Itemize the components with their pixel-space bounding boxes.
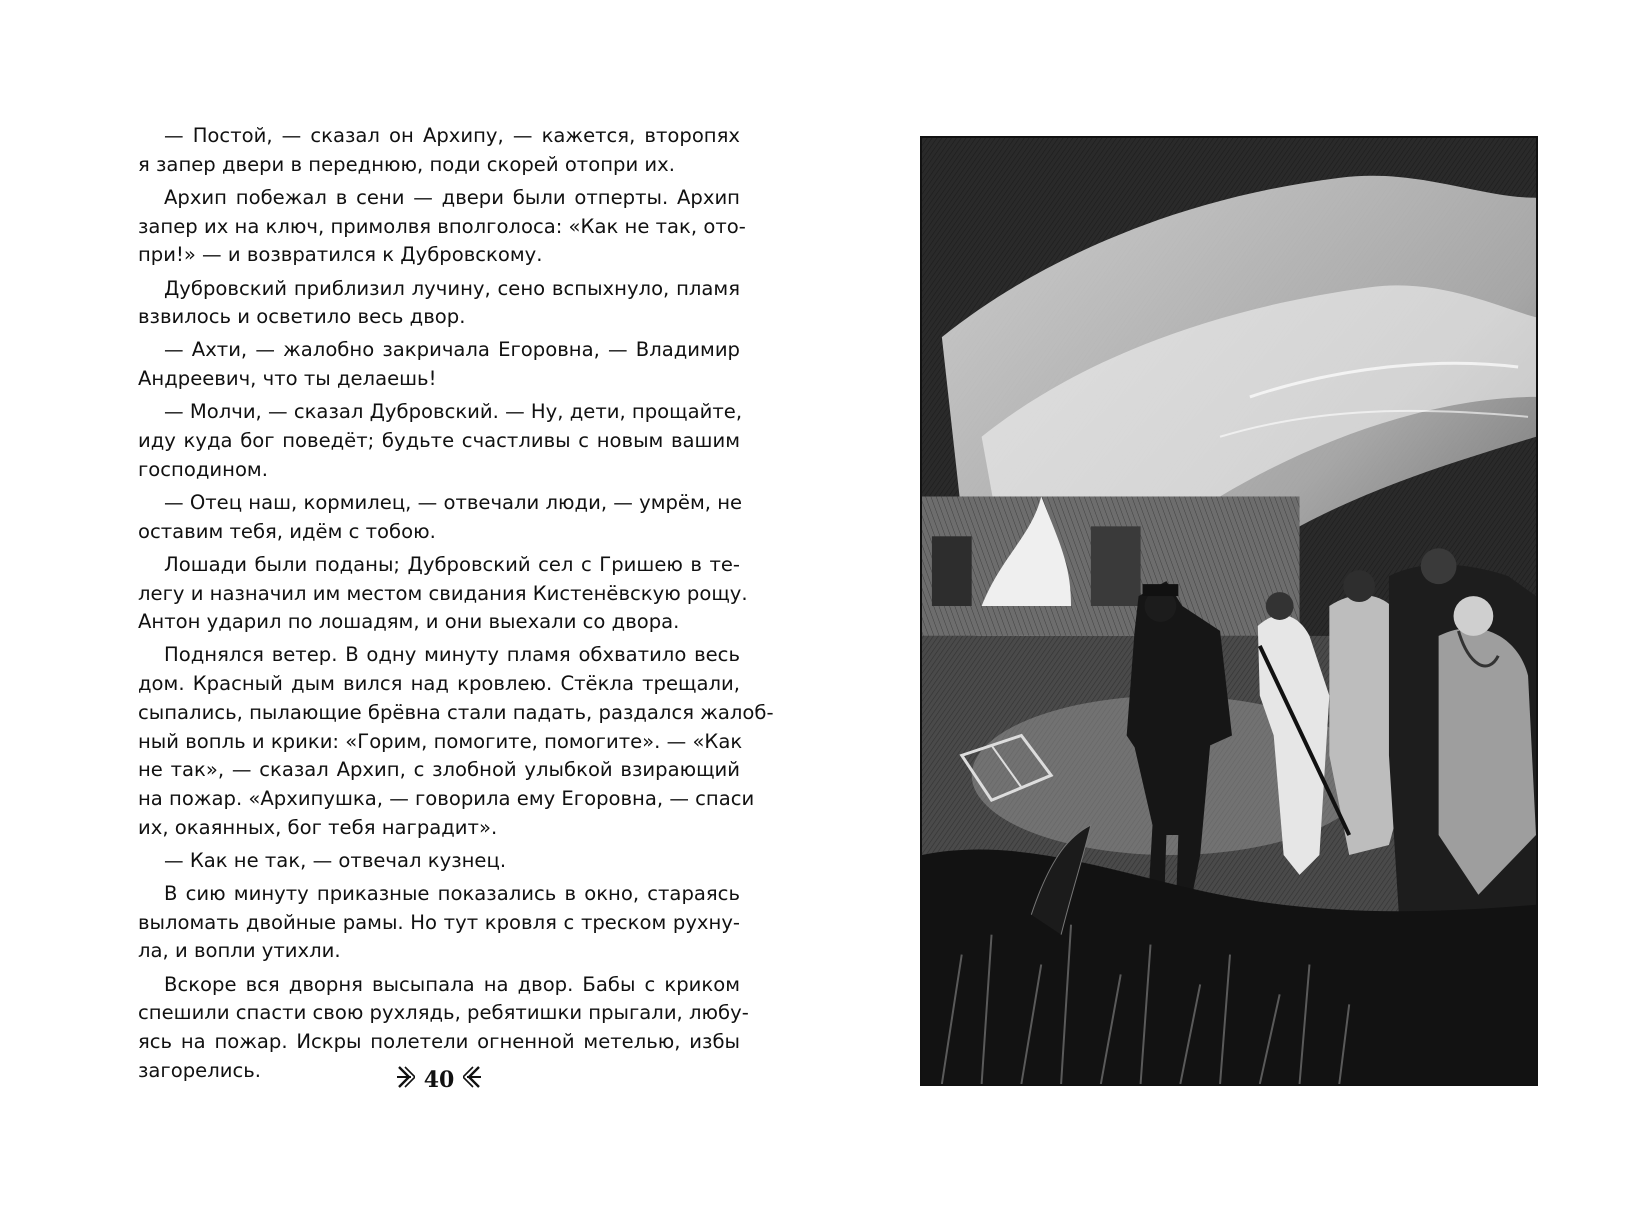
text-line: Дубровский приблизил лучину, сено вспыхнуло, пламя <box>164 276 740 300</box>
text-line: загорелись. <box>138 1058 262 1082</box>
text-line: оставим тебя, идём с тобою. <box>138 519 436 543</box>
text-line: легу и назначил им местом свидания Кистенёвскую рощу. <box>138 581 748 605</box>
text-line: их, окаянных, бог тебя наградит». <box>138 815 498 839</box>
burning-house-engraving-icon <box>922 138 1536 1084</box>
paragraph <box>138 880 740 966</box>
text-page <box>138 122 774 1086</box>
paragraph <box>138 489 743 546</box>
paragraph <box>138 122 740 179</box>
text-line: Вскоре вся дворня высыпала на двор. Бабы с криком <box>164 972 740 996</box>
text-line: — Постой, — сказал он Архипу, — кажется, второпях <box>164 124 740 147</box>
paragraph <box>138 847 740 876</box>
text-line: на пожар. «Архипушка, — говорила ему Егоровна, — спаси <box>138 786 755 810</box>
engraving-illustration <box>920 136 1538 1086</box>
text-line: выломать двойные рамы. Но тут кровля с треском рухну- <box>138 910 740 934</box>
text-line: ла, и вопли утихли. <box>138 939 341 963</box>
text-line: Андреевич, что ты делаешь! <box>138 367 437 391</box>
text-line: иду куда бог поведёт; будьте счастливы с новым вашим <box>138 429 740 453</box>
paragraph <box>138 551 748 637</box>
text-line: при!» — и возвратился к Дубровскому. <box>138 243 543 267</box>
text-line: — Молчи, — сказал Дубровский. — Ну, дети, прощайте, <box>164 400 743 424</box>
text-line: дом. Красный дым вился над кровлею. Стёкла трещали, <box>138 672 740 696</box>
text-line: — Отец наш, кормилец, — отвечали люди, — умрём, не <box>164 490 743 514</box>
body-text <box>138 122 774 1086</box>
text-line: Архип побежал в сени — двери были отперты. Архип <box>164 185 740 209</box>
paragraph <box>138 641 774 842</box>
folio-ornament-right-icon <box>463 1064 481 1096</box>
text-line: Поднялся ветер. В одну минуту пламя обхватило весь <box>164 643 740 667</box>
text-line: — Как не так, — отвечал кузнец. <box>164 848 507 872</box>
text-line: ный вопль и крики: «Горим, помогите, помогите». — «Как <box>138 729 743 753</box>
text-line: В сию минуту приказные показались в окно, стараясь <box>164 882 740 906</box>
page-number: 40 <box>423 1067 455 1093</box>
paragraph <box>138 398 743 484</box>
paragraph <box>138 275 740 332</box>
text-line: не так», — сказал Архип, с злобной улыбкой взирающий <box>138 758 740 782</box>
paragraph <box>138 336 740 393</box>
text-line: взвилось и осветило весь двор. <box>138 305 466 329</box>
text-line: я запер двери в переднюю, поди скорей отопри их. <box>138 152 675 176</box>
text-line: спешили спасти свою рухлядь, ребятишки прыгали, любу- <box>138 1001 749 1025</box>
folio-ornament-left-icon <box>397 1064 415 1096</box>
text-line: Антон ударил по лошадям, и они выехали со двора. <box>138 610 680 634</box>
text-line: запер их на ключ, примолвя вполголоса: «Как не так, ото- <box>138 214 746 238</box>
page-number-folio <box>396 1064 482 1096</box>
text-line: Лошади были поданы; Дубровский сел с Гришею в те- <box>164 552 740 576</box>
text-line: сыпались, пылающие брёвна стали падать, раздался жалоб- <box>138 700 774 724</box>
text-line: ясь на пожар. Искры полетели огненной метелью, избы <box>138 1030 740 1054</box>
paragraph <box>138 184 746 270</box>
text-line: господином. <box>138 457 268 481</box>
text-line: — Ахти, — жалобно закричала Егоровна, — Владимир <box>164 338 740 362</box>
